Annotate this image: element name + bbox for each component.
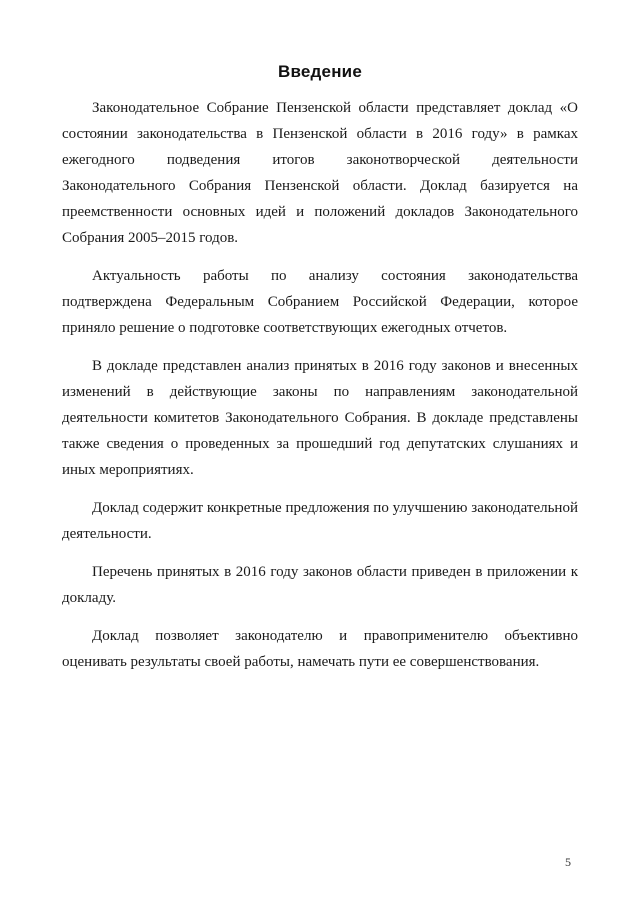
paragraph-proposals: Доклад содержит конкретные предложения по улучшению законодательной деятельности. — [62, 500, 578, 542]
paragraph-appendix: Перечень принятых в 2016 году законов области приведен в приложении к докладу. — [62, 564, 578, 606]
paragraph-analysis: В докладе представлен анализ принятых в 2016 году законов и внесенных изменений в действующие законы по направлениям законодательной деятельности комитетов Законодательного Собрания. В докладе представлены также сведения о проведенных за прошедший год депутатских слушаниях и иных мероприятиях. — [62, 358, 578, 478]
paragraph-relevance: Актуальность работы по анализу состояния законодательства подтверждена Федеральным Собранием Российской Федерации, которое приняло решение о подготовке соответствующих ежегодных отчетов. — [62, 268, 578, 336]
document-body — [62, 95, 578, 687]
paragraph-intro: Законодательное Собрание Пензенской области представляет доклад «О состоянии законодательства в Пензенской области в 2016 году» в рамках ежегодного подведения итогов законотворческой деятельности Законодательного Собрания Пензенской области. Доклад базируется на преемственности основных идей и положений докладов Законодательного Собрания 2005–2015 годов. — [62, 100, 578, 246]
paragraph-conclusion: Доклад позволяет законодателю и правоприменителю объективно оценивать результаты своей работы, намечать пути ее совершенствования. — [62, 628, 578, 670]
page-number: 5 — [565, 855, 571, 869]
page-title: Введение — [278, 62, 362, 81]
